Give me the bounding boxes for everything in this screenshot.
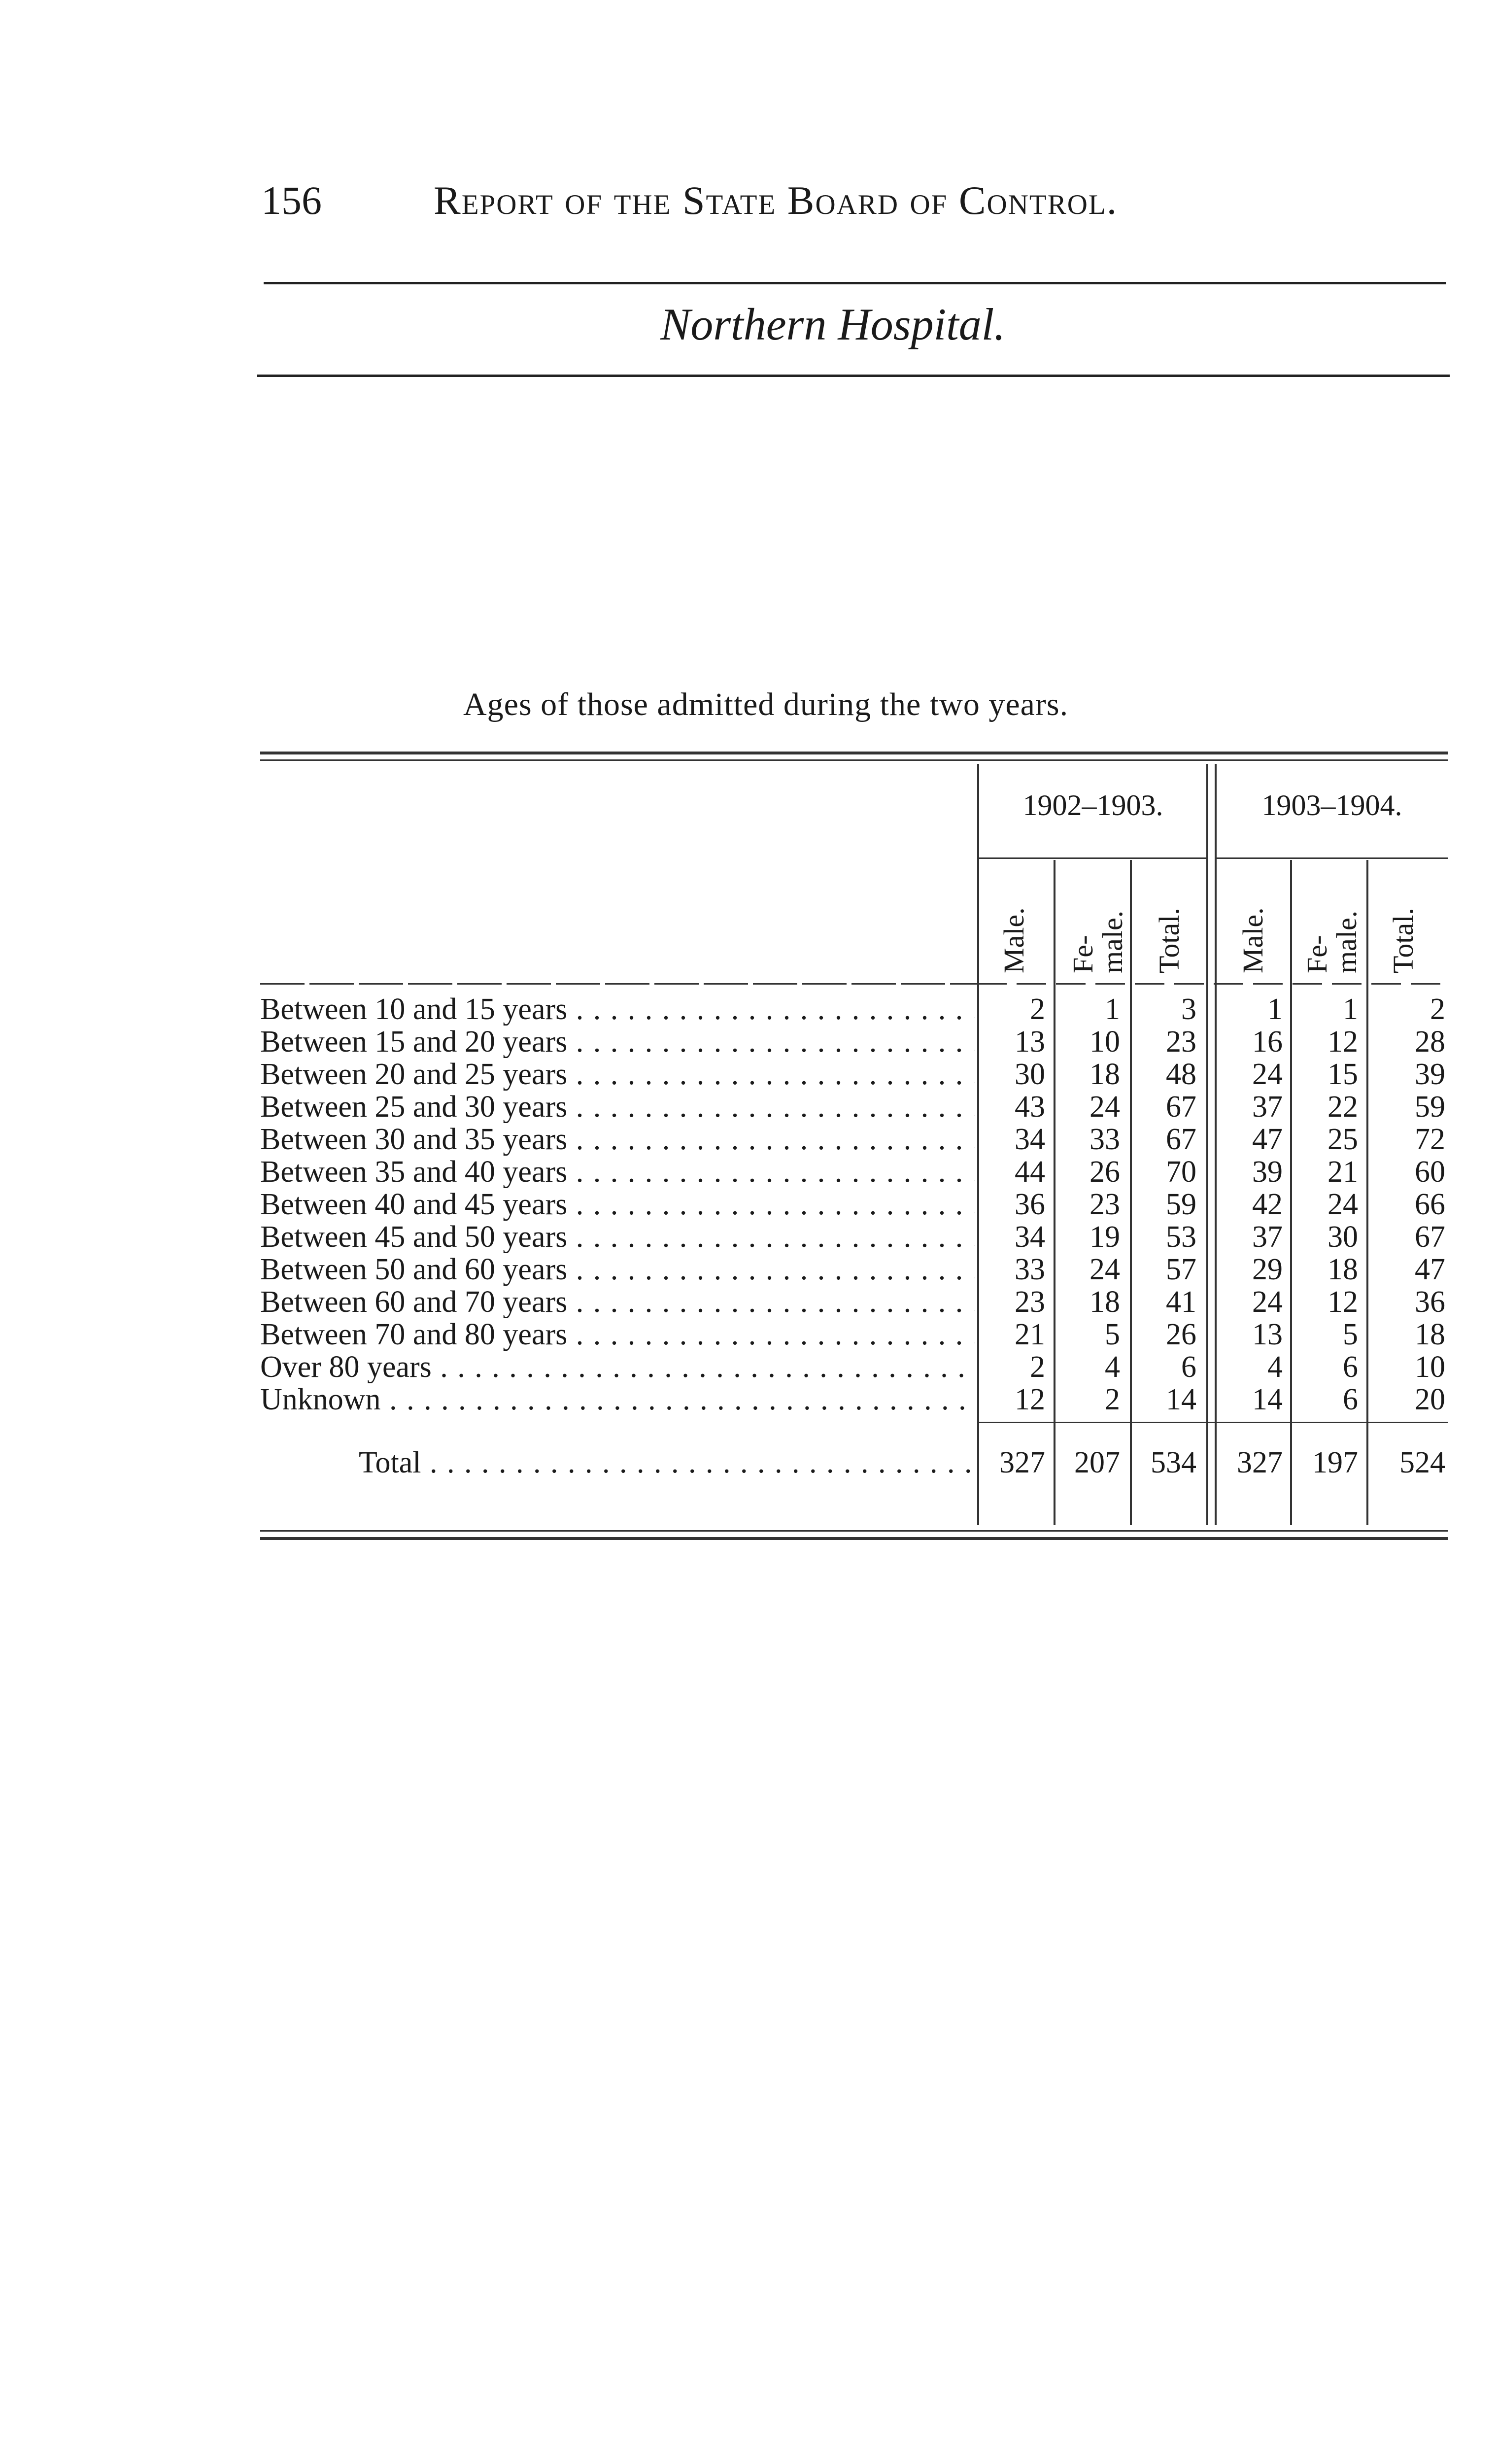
column-header-male: Male. [998, 907, 1030, 973]
cell: 23 [1166, 1025, 1196, 1059]
column-header-total: Total. [1153, 908, 1185, 973]
row-label: Between 35 and 40 years . . . [260, 1156, 975, 1188]
running-title: Report of the State Board of Control. [434, 178, 1118, 223]
cell: 26 [1089, 1155, 1120, 1189]
cell: 67 [1415, 1220, 1445, 1254]
cell: 67 [1166, 1090, 1196, 1124]
cell: 48 [1166, 1058, 1196, 1091]
table-top-rule-2 [260, 759, 1448, 761]
table-row [260, 1318, 1448, 1351]
cell: 42 [1252, 1188, 1283, 1221]
cell: 30 [1328, 1220, 1358, 1254]
cell: 197 [1312, 1446, 1358, 1479]
cell: 59 [1415, 1090, 1445, 1124]
cell: 24 [1328, 1188, 1358, 1221]
cell: 72 [1415, 1123, 1445, 1156]
cell: 23 [1089, 1188, 1120, 1221]
cell: 57 [1166, 1253, 1196, 1286]
column-header-female: Fe- male. [1067, 910, 1128, 973]
cell: 47 [1415, 1253, 1445, 1286]
cell: 41 [1166, 1285, 1196, 1319]
cell: 12 [1328, 1285, 1358, 1319]
cell: 524 [1399, 1446, 1445, 1479]
total-row [260, 1446, 1448, 1479]
period-header: 1903–1904. [1261, 789, 1402, 821]
table-row [260, 993, 1448, 1026]
cell: 6 [1343, 1383, 1358, 1416]
cell: 3 [1181, 992, 1196, 1026]
cell: 18 [1415, 1318, 1445, 1351]
cell: 36 [1415, 1285, 1445, 1319]
cell: 39 [1252, 1155, 1283, 1189]
row-label: Between 10 and 15 years . . . [260, 993, 975, 1026]
cell: 13 [1015, 1025, 1045, 1059]
column-header-male: Male. [1237, 907, 1269, 973]
section-title: Northern Hospital. [660, 299, 1006, 349]
row-label: Between 30 and 35 years . . . [260, 1123, 975, 1156]
table-row [260, 1286, 1448, 1318]
header-rule [264, 282, 1446, 284]
cell: 13 [1252, 1318, 1283, 1351]
cell: 43 [1015, 1090, 1045, 1124]
cell: 18 [1089, 1285, 1120, 1319]
cell: 14 [1166, 1383, 1196, 1416]
cell: 29 [1252, 1253, 1283, 1286]
cell: 10 [1089, 1025, 1120, 1059]
cell: 15 [1328, 1058, 1358, 1091]
cell: 25 [1328, 1123, 1358, 1156]
cell: 327 [1237, 1446, 1283, 1479]
cell: 24 [1252, 1058, 1283, 1091]
table-row [260, 1221, 1448, 1253]
cell: 24 [1252, 1285, 1283, 1319]
cell: 53 [1166, 1220, 1196, 1254]
cell: 14 [1252, 1383, 1283, 1416]
cell: 16 [1252, 1025, 1283, 1059]
cell: 67 [1166, 1123, 1196, 1156]
table-row [260, 1091, 1448, 1123]
cell: 2 [1105, 1383, 1120, 1416]
cell: 66 [1415, 1188, 1445, 1221]
cell: 2 [1430, 992, 1445, 1026]
cell: 327 [999, 1446, 1045, 1479]
cell: 23 [1015, 1285, 1045, 1319]
period-header-rule [1215, 857, 1448, 859]
row-label: Between 25 and 30 years . . . [260, 1091, 975, 1123]
table-row [260, 1123, 1448, 1156]
cell: 22 [1328, 1090, 1358, 1124]
cell: 18 [1089, 1058, 1120, 1091]
cell: 60 [1415, 1155, 1445, 1189]
cell: 59 [1166, 1188, 1196, 1221]
cell: 1 [1105, 992, 1120, 1026]
period-header: 1902–1903. [1022, 789, 1163, 821]
cell: 4 [1105, 1350, 1120, 1384]
cell: 34 [1015, 1123, 1045, 1156]
table-row [260, 1188, 1448, 1221]
cell: 28 [1415, 1025, 1445, 1059]
cell: 12 [1015, 1383, 1045, 1416]
row-label: Over 80 years . . . [260, 1351, 975, 1383]
cell: 26 [1166, 1318, 1196, 1351]
cell: 37 [1252, 1090, 1283, 1124]
row-label: Between 40 and 45 years . . . [260, 1188, 975, 1221]
table-row [260, 1383, 1448, 1416]
cell: 12 [1328, 1025, 1358, 1059]
cell: 21 [1328, 1155, 1358, 1189]
row-label: Between 70 and 80 years . . . [260, 1318, 975, 1351]
cell: 6 [1343, 1350, 1358, 1384]
ages-table [260, 752, 1448, 1550]
row-label: Between 60 and 70 years . . . [260, 1286, 975, 1318]
cell: 30 [1015, 1058, 1045, 1091]
cell: 5 [1105, 1318, 1120, 1351]
table-row [260, 1058, 1448, 1091]
table-bottom-rule-2 [260, 1537, 1448, 1540]
row-label: Between 50 and 60 years . . . [260, 1253, 975, 1286]
cell: 20 [1415, 1383, 1445, 1416]
cell: 47 [1252, 1123, 1283, 1156]
cell: 37 [1252, 1220, 1283, 1254]
cell: 5 [1343, 1318, 1358, 1351]
cell: 34 [1015, 1220, 1045, 1254]
total-rule [977, 1422, 1448, 1423]
cell: 18 [1328, 1253, 1358, 1286]
cell: 39 [1415, 1058, 1445, 1091]
cell: 1 [1267, 992, 1283, 1026]
header-bottom-rule [260, 983, 977, 985]
column-header-female: Fe- male. [1301, 910, 1362, 973]
cell: 24 [1089, 1090, 1120, 1124]
cell: 2 [1030, 992, 1045, 1026]
cell: 6 [1181, 1350, 1196, 1384]
cell: 1 [1343, 992, 1358, 1026]
cell: 19 [1089, 1220, 1120, 1254]
cell: 70 [1166, 1155, 1196, 1189]
cell: 4 [1267, 1350, 1283, 1384]
page-number: 156 [261, 178, 322, 223]
cell: 10 [1415, 1350, 1445, 1384]
cell: 33 [1089, 1123, 1120, 1156]
cell: 36 [1015, 1188, 1045, 1221]
table-row [260, 1156, 1448, 1188]
row-label: Unknown . . . [260, 1383, 975, 1416]
total-label: Total . . . [359, 1446, 975, 1479]
cell: 2 [1030, 1350, 1045, 1384]
cell: 24 [1089, 1253, 1120, 1286]
cell: 33 [1015, 1253, 1045, 1286]
cell: 534 [1151, 1446, 1196, 1479]
period-header-rule [977, 857, 1206, 859]
header-bottom-rule [977, 983, 1448, 985]
cell: 207 [1074, 1446, 1120, 1479]
table-top-rule [260, 752, 1448, 754]
table-row [260, 1253, 1448, 1286]
row-label: Between 45 and 50 years . . . [260, 1221, 975, 1253]
row-label: Between 15 and 20 years . . . [260, 1026, 975, 1058]
table-row [260, 1351, 1448, 1383]
section-rule [257, 375, 1450, 377]
cell: 21 [1015, 1318, 1045, 1351]
table-row [260, 1026, 1448, 1058]
cell: 44 [1015, 1155, 1045, 1189]
row-label: Between 20 and 25 years . . . [260, 1058, 975, 1091]
column-header-total: Total. [1387, 908, 1419, 973]
table-caption: Ages of those admitted during the two years. [463, 686, 1069, 722]
table-bottom-rule [260, 1530, 1448, 1532]
